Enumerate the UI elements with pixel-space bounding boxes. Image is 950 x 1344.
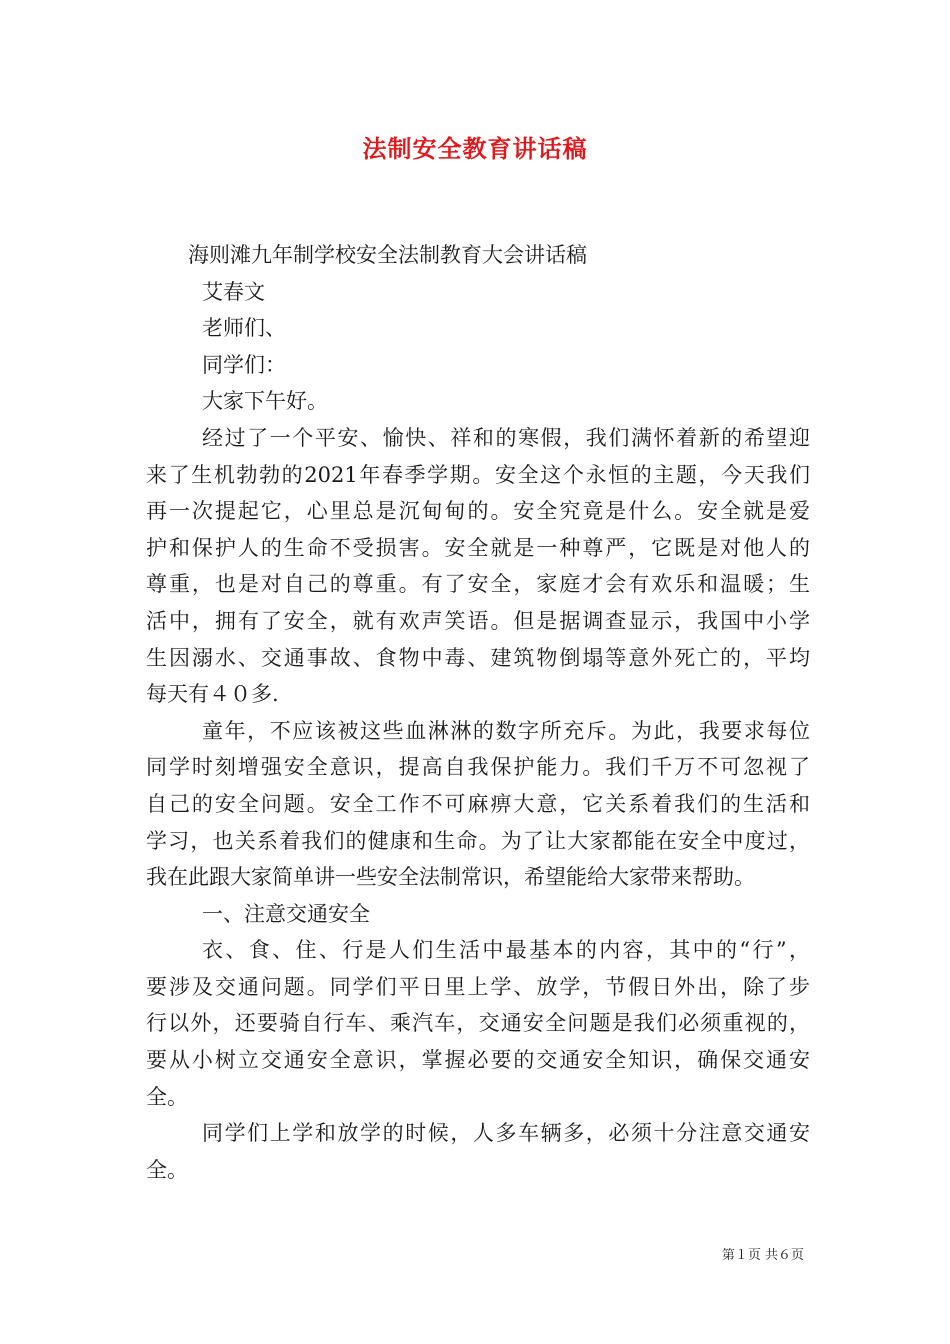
greeting-line: 老师们、 [202,316,286,341]
paragraph-line: 自己的安全问题。安全工作不可麻痹大意，它关系着我们的生活和 [146,791,810,816]
paragraph-line: 童年，不应该被这些血淋淋的数字所充斥。为此，我要求每位 [202,718,810,743]
paragraph [146,420,810,713]
paragraph-line: 学习，也关系着我们的健康和生命。为了让大家都能在安全中度过， [146,828,810,853]
paragraph-line: 护和保护人的生命不受损害。安全就是一种尊严，它既是对他人的 [146,535,810,560]
paragraph-line: 同学们上学和放学的时候，人多车辆多，必须十分注意交通安 [202,1121,810,1146]
paragraph-line: 全。 [146,1157,188,1182]
greeting-line: 大家下午好。 [202,389,328,414]
paragraph-line: 生因溺水、交通事故、食物中毒、建筑物倒塌等意外死亡的，平均 [146,645,810,670]
author-name: 艾春文 [202,279,265,304]
paragraph-line: 我在此跟大家简单讲一些安全法制常识，希望能给大家带来帮助。 [146,865,755,890]
paragraph-line: 同学时刻增强安全意识，提高自我保护能力。我们千万不可忽视了 [146,755,810,780]
page-number: 第１页 共６页 [721,1248,804,1263]
document-title: 法制安全教育讲话稿 [362,134,588,163]
paragraph-line: 每天有４０多. [146,682,279,707]
paragraph-line: 来了生机勃勃的2021年春季学期。安全这个永恒的主题，今天我们 [146,462,810,487]
paragraph-line: 再一次提起它，心里总是沉甸甸的。安全究竟是什么。安全就是爱 [146,499,810,524]
paragraph [146,713,810,896]
section-heading: 一、注意交通安全 [202,901,370,926]
paragraph-line: 行以外，还要骑自行车、乘汽车，交通安全问题是我们必须重视的， [146,1011,810,1036]
paragraph-line: 全。 [146,1084,188,1109]
paragraph [146,1115,810,1188]
paragraph-line: 尊重，也是对自己的尊重。有了安全，家庭才会有欢乐和温暖；生 [146,572,810,597]
greeting-line: 同学们： [202,352,286,377]
paragraph-line: 要涉及交通问题。同学们平日里上学、放学，节假日外出，除了步 [146,974,810,999]
paragraph-line: 衣、食、住、行是人们生活中最基本的内容，其中的“行”， [202,938,810,963]
paragraph-line: 要从小树立交通安全意识，掌握必要的交通安全知识，确保交通安 [146,1048,810,1073]
speech-subtitle: 海则滩九年制学校安全法制教育大会讲话稿 [188,243,587,267]
paragraph-line: 活中，拥有了安全，就有欢声笑语。但是据调查显示，我国中小学 [146,608,810,633]
paragraph [146,932,810,1115]
document-body [146,237,810,1188]
paragraph-line: 经过了一个平安、愉快、祥和的寒假，我们满怀着新的希望迎 [202,425,810,450]
